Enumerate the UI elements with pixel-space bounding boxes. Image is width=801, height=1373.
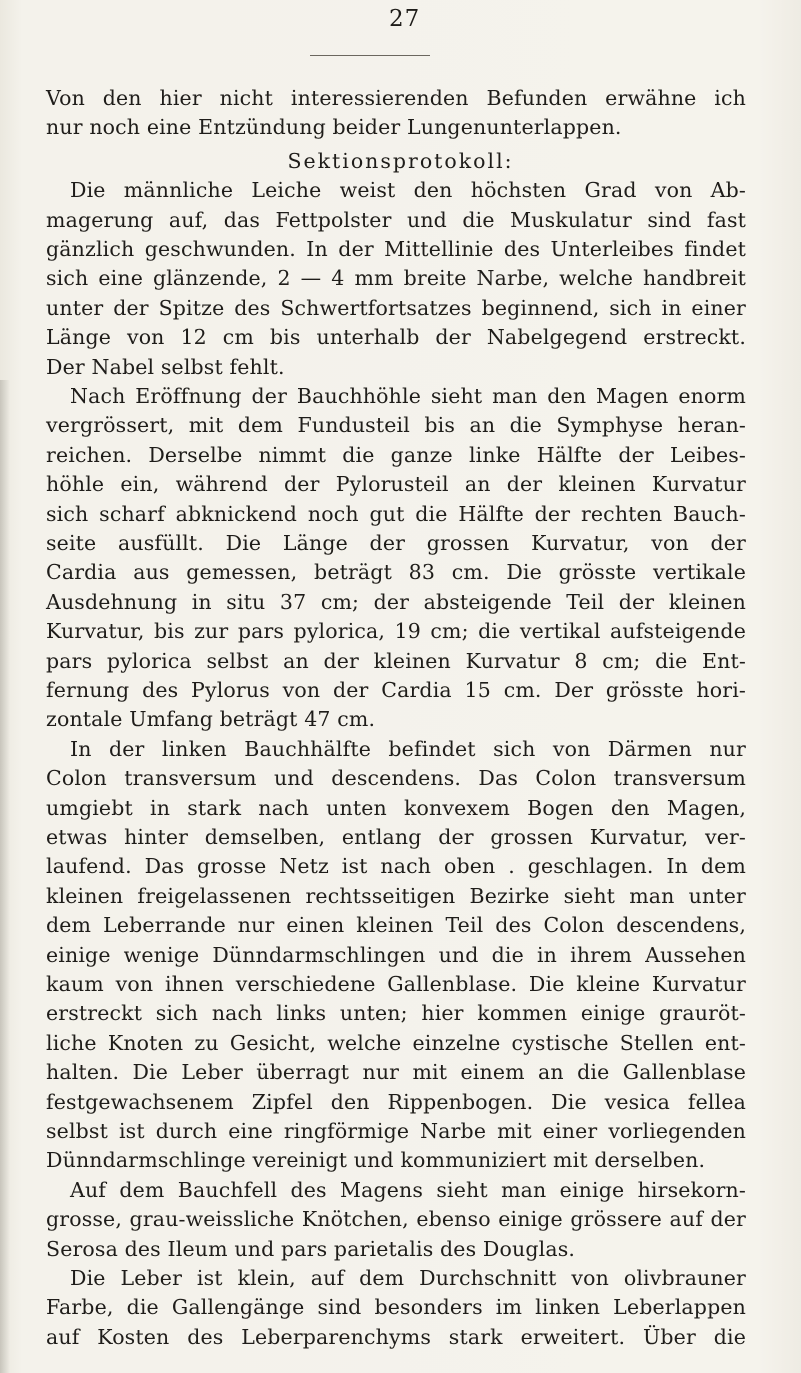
text-line: kaum von ihnen verschiedene Gallenblase. Die kleine Kurvatur [46,972,746,996]
text-line: Colon transversum und descendens. Das Colon transversum [46,766,746,791]
text-line: halten. Die Leber überragt nur mit einem an die Gallenblase [46,1060,746,1085]
text-line: reichen. Derselbe nimmt die ganze linke Hälfte der Leibes- [46,442,746,467]
text-line: Länge von 12 cm bis unterhalb der Nabelgegend erstreckt. [46,325,746,350]
text-line: unter der Spitze des Schwertfortsatzes beginnend, sich in einer [46,295,746,320]
text-line: dem Leberrande nur einen kleinen Teil des Colon descendens, [46,913,746,938]
text-line: pars pylorica selbst an der kleinen Kurvatur 8 cm; die Ent- [46,648,746,673]
page-number: 27 [389,6,421,32]
text-line: Kurvatur, bis zur pars pylorica, 19 cm; die vertikal aufsteigende [46,619,746,644]
section-heading: Sektionsprotokoll: [287,148,514,173]
text-line: gänzlich geschwunden. In der Mittellinie des Unterleibes findet [46,237,746,261]
text-line: Die Leber ist klein, auf dem Durchschnitt von olivbrauner [70,1266,746,1290]
text-line: zontale Umfang beträgt 47 cm. [46,707,376,732]
text-line: Dünndarmschlinge vereinigt und kommuniziert mit derselben. [46,1148,706,1173]
text-line: Ausdehnung in situ 37 cm; der absteigende Teil der kleinen [46,589,746,614]
text-line: nur noch eine Entzündung beider Lungenunterlappen. [46,115,622,140]
text-line: Nach Eröffnung der Bauchhöhle sieht man den Magen enorm [70,384,746,408]
text-line: sich scharf abknickend noch gut die Hälfte der rechten Bauch- [46,501,746,526]
text-line: sich eine glänzende, 2 — 4 mm breite Narbe, welche handbreit [46,266,746,291]
text-line: grosse, grau-weissliche Knötchen, ebenso einige grössere auf der [46,1207,746,1232]
text-line: Cardia aus gemessen, beträgt 83 cm. Die grösste vertikale [46,560,746,585]
text-line: umgiebt in stark nach unten konvexem Bogen den Magen, [46,795,746,820]
text-line: Serosa des Ileum und pars parietalis des Douglas. [46,1236,576,1261]
text-line: kleinen freigelassenen rechtsseitigen Bezirke sieht man unter [46,883,746,908]
text-line: erstreckt sich nach links unten; hier kommen einige grauröt- [46,1001,746,1026]
text-line: Die männliche Leiche weist den höchsten Grad von Ab- [70,178,746,203]
text-line: einige wenige Dünndarmschlingen und die in ihrem Aussehen [46,942,746,967]
text-line: laufend. Das grosse Netz ist nach oben . geschlagen. In dem [46,854,746,879]
text-line: magerung auf, das Fettpolster und die Muskulatur sind fast [46,207,746,232]
text-line: fernung des Pylorus von der Cardia 15 cm. Der grösste hori- [46,678,746,702]
text-line: etwas hinter demselben, entlang der grossen Kurvatur, ver- [46,825,746,849]
text-line: selbst ist durch eine ringförmige Narbe mit einer vorliegenden [46,1119,746,1143]
text-line: Farbe, die Gallengänge sind besonders im linken Leberlappen [46,1295,746,1320]
text-line: Der Nabel selbst fehlt. [46,354,285,379]
text-line: liche Knoten zu Gesicht, welche einzelne cystische Stellen ent- [46,1030,746,1055]
text-line: seite ausfüllt. Die Länge der grossen Kurvatur, von der [46,531,746,555]
text-line: auf Kosten des Leberparenchyms stark erweitert. Über die [46,1324,746,1349]
text-line: In der linken Bauchhälfte befindet sich von Därmen nur [70,736,746,761]
text-line: festgewachsenem Zipfel den Rippenbogen. Die vesica fellea [46,1089,746,1114]
text-line: Von den hier nicht interessierenden Befunden erwähne ich [46,86,746,110]
text-line: vergrössert, mit dem Fundusteil bis an die Symphyse heran- [46,413,746,438]
text-line: höhle ein, während der Pylorusteil an der kleinen Kurvatur [46,472,746,497]
text-line: Auf dem Bauchfell des Magens sieht man einige hirsekorn- [70,1177,746,1202]
